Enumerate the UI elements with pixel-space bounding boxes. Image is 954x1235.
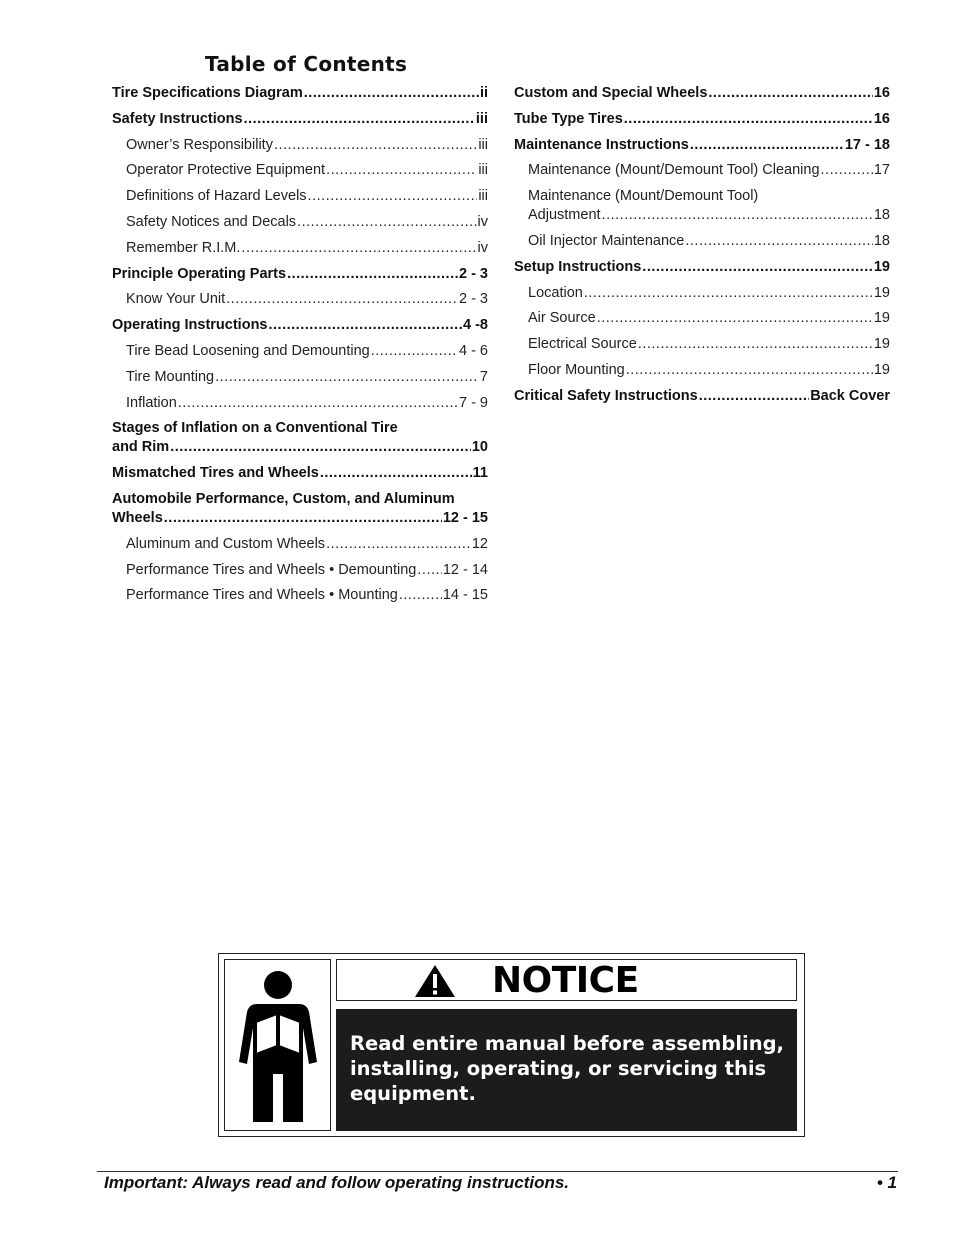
toc-entry-page: iii — [478, 136, 488, 153]
toc-entry-title: Know Your Unit — [126, 291, 226, 308]
toc-entry — [112, 342, 488, 361]
toc-entry-page: 2 - 3 — [458, 291, 488, 308]
toc-entry-page: 19 — [873, 310, 890, 327]
toc-entry-page: 19 — [873, 336, 890, 353]
toc-entry — [112, 368, 488, 387]
dot-leader — [326, 161, 477, 180]
toc-entry — [514, 161, 890, 180]
toc-entry-title: Tire Bead Loosening and Demounting — [126, 342, 370, 359]
toc-entry-title: Tube Type Tires — [514, 110, 623, 127]
toc-entry-page: iii — [475, 110, 488, 127]
toc-entry-title: Air Source — [528, 310, 596, 327]
toc-entry-page: 4 -8 — [463, 317, 488, 334]
notice-panel — [218, 953, 805, 1137]
toc-entry — [514, 232, 890, 251]
toc-entry-title: Safety Notices and Decals — [126, 213, 297, 230]
toc-entry — [514, 387, 890, 406]
toc-entry-title: Oil Injector Maintenance — [528, 232, 685, 249]
toc-entry — [514, 84, 890, 103]
toc-entry-title: Critical Safety Instructions — [514, 387, 698, 404]
dot-leader — [297, 213, 476, 232]
toc-entry — [112, 586, 488, 605]
toc-entry-page: ii — [479, 85, 488, 101]
toc-entry-title: Performance Tires and Wheels • Demounting — [126, 561, 417, 578]
notice-heading: NOTICE — [492, 960, 639, 1001]
dot-leader — [269, 316, 463, 335]
dot-leader — [170, 438, 471, 457]
toc-entry-page: 19 — [873, 361, 890, 378]
dot-leader — [320, 464, 472, 483]
toc-entry-title: Operator Protective Equipment — [126, 162, 326, 179]
toc-entry — [514, 187, 890, 225]
dot-leader — [274, 136, 477, 155]
toc-entry-page: iii — [478, 188, 488, 205]
dot-leader — [287, 265, 458, 284]
toc-entry-page: iv — [477, 239, 488, 256]
toc-entry-title: Location — [528, 284, 583, 301]
toc-entry-page: 18 — [873, 207, 890, 224]
toc-entry — [514, 335, 890, 354]
toc-entry — [112, 316, 488, 335]
toc-entry-title: Inflation — [126, 394, 177, 411]
toc-entry-page: 17 - 18 — [844, 136, 890, 153]
toc-entry-title: Wheels — [112, 509, 163, 526]
toc-left-column — [112, 84, 488, 612]
toc-entry-title: and Rim — [112, 439, 170, 456]
toc-entry — [112, 290, 488, 309]
toc-entry — [112, 394, 488, 413]
footer-note: Important: Always read and follow operating instructions. — [104, 1173, 570, 1192]
dot-leader — [690, 136, 844, 155]
toc-entry — [514, 284, 890, 303]
toc-entry — [514, 136, 890, 155]
dot-leader — [244, 110, 475, 129]
toc-entry-title: Electrical Source — [528, 336, 637, 353]
dot-leader — [685, 232, 873, 251]
dot-leader — [215, 368, 479, 387]
toc-entry-title: Custom and Special Wheels — [514, 85, 708, 101]
dot-leader — [624, 110, 873, 129]
toc-entry — [514, 110, 890, 129]
toc-entry-title: Maintenance (Mount/Demount Tool) Cleaning — [528, 162, 820, 179]
toc-entry-title: Mismatched Tires and Wheels — [112, 465, 319, 482]
dot-leader — [417, 561, 441, 580]
dot-leader — [326, 535, 471, 554]
toc-entry-title: Performance Tires and Wheels • Mounting — [126, 587, 398, 604]
toc-entry-page: 19 — [873, 284, 890, 301]
toc-entry-page: Back Cover — [810, 387, 890, 404]
toc-entry — [112, 535, 488, 554]
dot-leader — [638, 335, 873, 354]
dot-leader — [602, 206, 873, 225]
toc-entry-title: Tire Specifications Diagram — [112, 85, 303, 101]
toc-entry — [112, 561, 488, 580]
toc-entry-title: Floor Mounting — [528, 361, 625, 378]
toc-entry-page: 11 — [472, 465, 488, 482]
toc-right-column — [514, 84, 890, 413]
toc-entry — [112, 110, 488, 129]
toc-entry-page: 16 — [873, 110, 890, 127]
toc-entry — [112, 161, 488, 180]
toc-entry-title: Owner’s Responsibility — [126, 136, 273, 153]
reader-icon-panel — [224, 959, 331, 1131]
toc-entry-page: 4 - 6 — [458, 342, 488, 359]
toc-entry — [112, 84, 488, 103]
toc-entry — [112, 136, 488, 155]
toc-entry-page: 18 — [873, 232, 890, 249]
toc-entry-page: 10 — [471, 439, 488, 456]
toc-entry-title-line: Stages of Inflation on a Conventional Tire — [112, 420, 398, 437]
toc-entry-title: Operating Instructions — [112, 317, 268, 334]
toc-entry — [112, 490, 488, 528]
toc-entry-page: 16 — [873, 85, 890, 101]
toc-title: Table of Contents — [205, 52, 408, 76]
toc-entry-page: 7 - 9 — [458, 394, 488, 411]
dot-leader — [226, 290, 458, 309]
dot-leader — [699, 387, 809, 406]
notice-message: Read entire manual before assembling, installing, operating, or servicing this equipment. — [336, 1009, 797, 1131]
toc-entry-page: 17 — [873, 162, 890, 179]
toc-entry-title: Setup Instructions — [514, 258, 642, 275]
dot-leader — [626, 361, 873, 380]
dot-leader — [371, 342, 458, 361]
toc-entry — [112, 187, 488, 206]
toc-entry-title-line: Automobile Performance, Custom, and Aluminum — [112, 490, 455, 507]
toc-entry-title: Principle Operating Parts — [112, 265, 287, 282]
toc-entry — [514, 361, 890, 380]
footer-divider — [97, 1171, 898, 1172]
toc-entry — [112, 419, 488, 457]
toc-entry-page: 2 - 3 — [458, 265, 488, 282]
toc-entry-title: Tire Mounting — [126, 368, 215, 385]
dot-leader — [597, 309, 873, 328]
dot-leader — [708, 84, 872, 103]
notice-header — [336, 959, 797, 1001]
dot-leader — [304, 84, 479, 103]
person-reading-manual-icon — [237, 970, 319, 1122]
toc-entry-title: Maintenance Instructions — [514, 136, 689, 153]
toc-entry-page: 12 — [471, 535, 488, 552]
dot-leader — [178, 394, 458, 413]
dot-leader — [164, 509, 442, 528]
toc-entry — [112, 213, 488, 232]
toc-entry-title: Safety Instructions — [112, 110, 243, 127]
page-number: • 1 — [876, 1173, 897, 1192]
dot-leader — [821, 161, 873, 180]
dot-leader — [241, 239, 476, 258]
dot-leader — [399, 586, 442, 605]
toc-entry-title: Definitions of Hazard Levels — [126, 188, 307, 205]
dot-leader — [584, 284, 873, 303]
toc-entry-title-line: Maintenance (Mount/Demount Tool) — [528, 188, 759, 205]
toc-entry-page: 14 - 15 — [442, 587, 488, 604]
dot-leader — [308, 187, 478, 206]
toc-entry-title: Remember R.I.M. — [126, 239, 241, 256]
toc-entry — [514, 309, 890, 328]
warning-triangle-icon — [414, 964, 456, 998]
toc-entry-page: 12 - 15 — [442, 509, 488, 526]
toc-entry-page: iii — [478, 162, 488, 179]
toc-entry — [112, 265, 488, 284]
toc-entry-page: 12 - 14 — [442, 561, 488, 578]
toc-entry — [112, 464, 488, 483]
toc-entry-title: Adjustment — [528, 207, 601, 224]
toc-entry-page: iv — [477, 213, 488, 230]
dot-leader — [642, 258, 873, 277]
toc-entry-title: Aluminum and Custom Wheels — [126, 535, 326, 552]
toc-entry-page: 19 — [873, 258, 890, 275]
toc-entry — [112, 239, 488, 258]
toc-entry-page: 7 — [479, 368, 488, 385]
toc-entry — [514, 258, 890, 277]
